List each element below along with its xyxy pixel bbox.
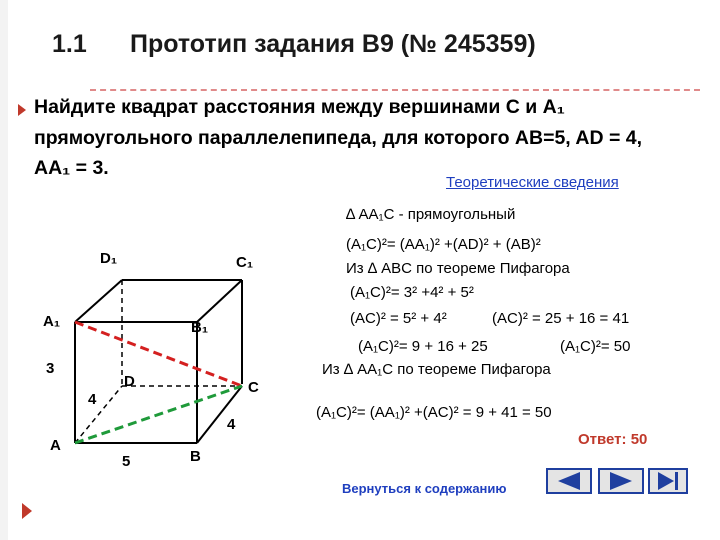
problem-line-3: AA₁ = 3. xyxy=(34,157,109,179)
corner-arrow-icon xyxy=(22,503,32,519)
label-D1: D₁ xyxy=(100,250,118,267)
label-len-AB: 5 xyxy=(122,453,131,470)
slide-number: 1.1 xyxy=(52,30,87,58)
arrow-end-icon xyxy=(650,470,686,492)
label-D: D xyxy=(124,373,135,390)
slide-title: Прототип задания B9 (№ 245359) xyxy=(130,30,536,58)
label-B: B xyxy=(190,448,201,465)
edge-A1D1 xyxy=(75,280,122,322)
solution-line-8: (A₁C)²= 50 xyxy=(560,338,631,355)
solution-line-2: (A₁C)²= (AA₁)² +(AD)² + (AB)² xyxy=(346,236,541,253)
edge-B1C1 xyxy=(197,280,242,322)
label-A1: A₁ xyxy=(43,313,61,330)
solution-line-6: (AC)² = 25 + 16 = 41 xyxy=(492,310,630,327)
label-len-AA1: 3 xyxy=(46,360,55,377)
answer-text: Ответ: 50 xyxy=(578,431,648,448)
label-len-BC: 4 xyxy=(227,416,236,433)
arrow-left-icon xyxy=(548,470,590,492)
solution-line-9: Из ∆ AA₁C по теореме Пифагора xyxy=(322,361,551,378)
next-slide-button[interactable] xyxy=(598,468,644,494)
solution-line-1: ∆ AA₁C - прямоугольный xyxy=(346,206,516,223)
diagonal-AC xyxy=(75,386,242,443)
end-slide-button[interactable] xyxy=(648,468,688,494)
solution-line-7: (A₁C)²= 9 + 16 + 25 xyxy=(358,338,488,355)
title-divider xyxy=(90,89,700,91)
back-to-contents-link[interactable]: Вернуться к содержанию xyxy=(342,481,507,496)
diagonal-A1C xyxy=(75,322,242,386)
label-C1: C₁ xyxy=(236,254,254,271)
bullet-arrow-icon xyxy=(18,104,26,116)
solution-line-5: (AC)² = 5² + 4² xyxy=(350,310,447,327)
label-A: A xyxy=(50,437,61,454)
label-B1: B₁ xyxy=(191,319,209,336)
left-margin-band xyxy=(0,0,8,540)
edge-AD xyxy=(75,386,122,443)
solution-line-10: (A₁C)²= (AA₁)² +(AC)² = 9 + 41 = 50 xyxy=(316,404,552,421)
label-C: C xyxy=(248,379,259,396)
edge-BC xyxy=(197,386,242,443)
problem-line-1: Найдите квадрат расстояния между вершинами C и A₁ xyxy=(34,96,565,118)
parallelepiped-figure xyxy=(30,240,330,475)
arrow-right-icon xyxy=(600,470,642,492)
label-len-AD: 4 xyxy=(88,391,97,408)
prev-slide-button[interactable] xyxy=(546,468,592,494)
solution-line-4: (A₁C)²= 3² +4² + 5² xyxy=(350,284,474,301)
solution-line-3: Из ∆ ABC по теореме Пифагора xyxy=(346,260,570,277)
theory-link[interactable]: Теоретические сведения xyxy=(446,174,619,191)
problem-line-2: прямоугольного параллелепипеда, для которого AB=5, AD = 4, xyxy=(34,127,643,149)
